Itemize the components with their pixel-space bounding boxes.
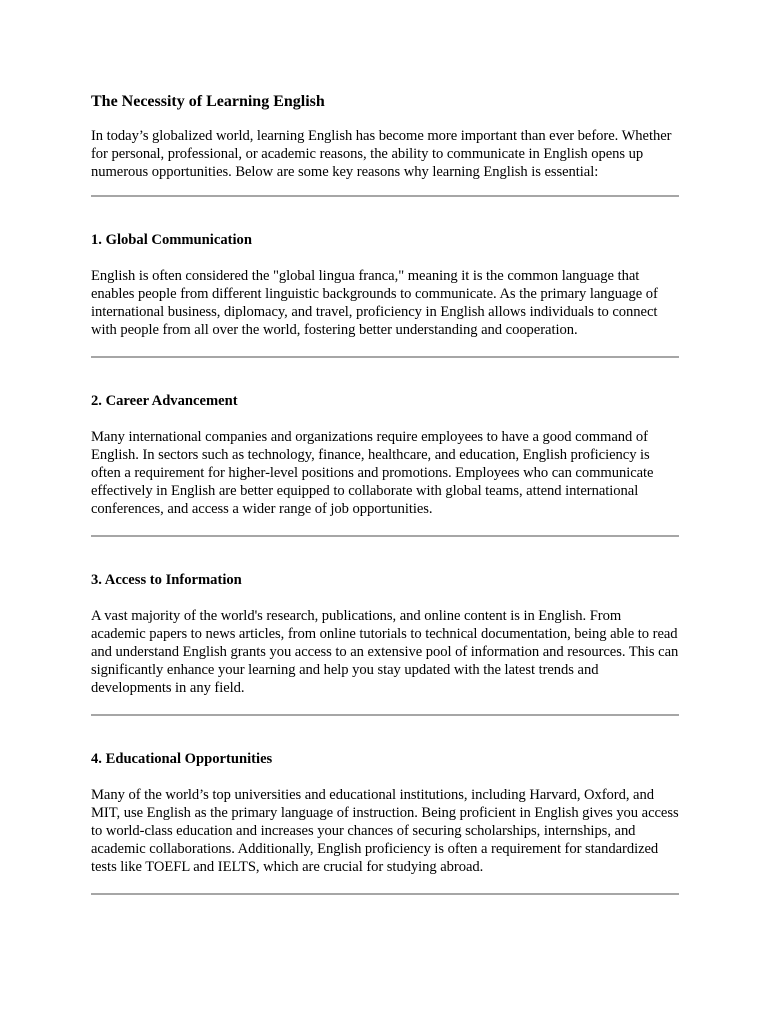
- section-body-global-communication: English is often considered the "global lingua franca," meaning it is the common language that enables people from different linguistic backgrounds to communicate. As the primary language of international business, diplomacy, and travel, proficiency in English allows individuals to connect with people from all over the world, fostering better understanding and cooperation.: [91, 268, 658, 338]
- section-divider: [91, 893, 679, 895]
- page-title: The Necessity of Learning English: [91, 93, 325, 110]
- section-divider: [91, 195, 679, 197]
- document-page: [91, 92, 679, 895]
- section-divider: [91, 714, 679, 716]
- section-divider: [91, 535, 679, 537]
- section-heading-access-to-information: 3. Access to Information: [91, 572, 242, 588]
- section-heading-educational-opportunities: 4. Educational Opportunities: [91, 751, 273, 767]
- intro-paragraph: In today’s globalized world, learning English has become more important than ever before. Whether for personal, professional, or academic reasons, the ability to communicate in English opens up numerous opportunities. Below are some key reasons why learning English is essential:: [91, 128, 672, 180]
- section-divider: [91, 356, 679, 358]
- section-body-career-advancement: Many international companies and organizations require employees to have a good command of English. In sectors such as technology, finance, healthcare, and education, English proficiency is often a requirement for higher-level positions and promotions. Employees who can communicate effectively in English are better equipped to collaborate with global teams, attend international conferences, and access a wider range of job opportunities.: [91, 429, 654, 517]
- section-body-educational-opportunities: Many of the world’s top universities and educational institutions, including Harvard, Oxford, and MIT, use English as the primary language of instruction. Being proficient in English gives you access to world-class education and increases your chances of securing scholarships, internships, and academic collaborations. Additionally, English proficiency is often a requirement for standardized tests like TOEFL and IELTS, which are crucial for studying abroad.: [91, 787, 679, 875]
- section-body-access-to-information: A vast majority of the world's research, publications, and online content is in English. From academic papers to news articles, from online tutorials to technical documentation, being able to read and understand English grants you access to an extensive pool of information and resources. This can significantly enhance your learning and help you stay updated with the latest trends and developments in any field.: [91, 608, 679, 696]
- section-heading-career-advancement: 2. Career Advancement: [91, 393, 238, 409]
- section-heading-global-communication: 1. Global Communication: [91, 232, 252, 248]
